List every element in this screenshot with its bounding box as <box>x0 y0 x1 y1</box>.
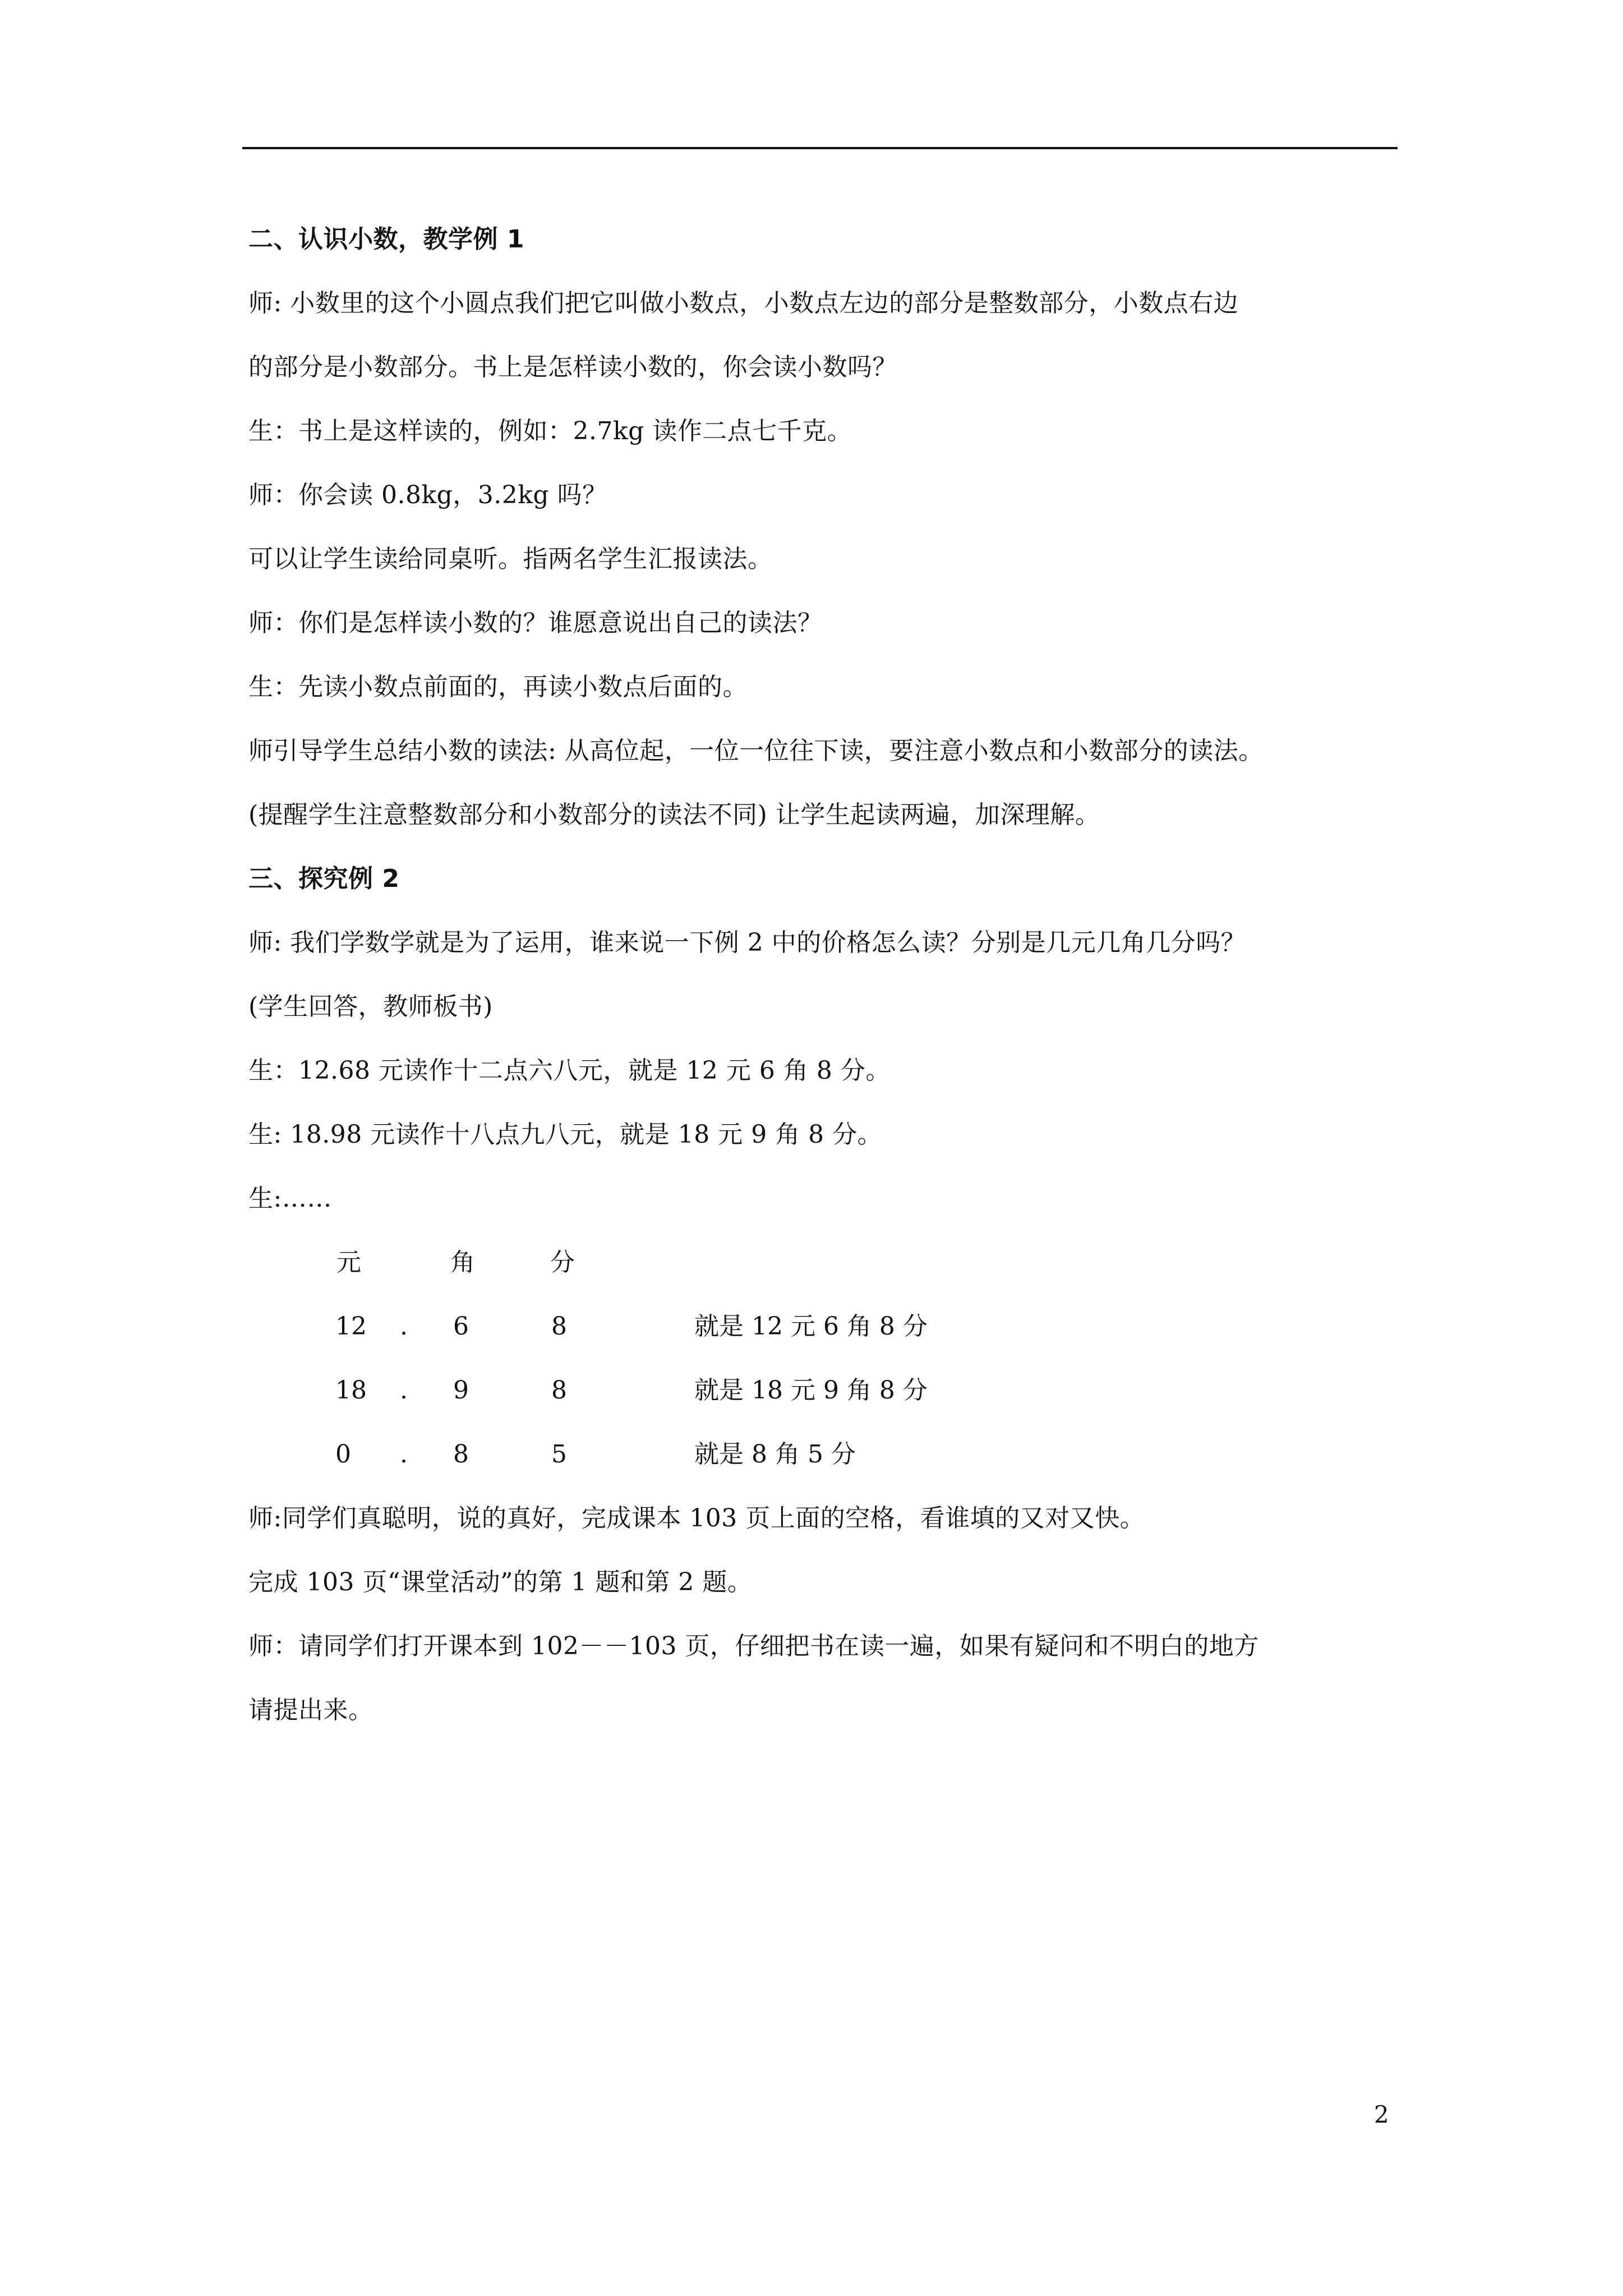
header-rule <box>242 147 1398 149</box>
cell-fen: 5 <box>551 1440 567 1469</box>
cell-yuan: 18 <box>335 1376 367 1405</box>
cell-jiao: 9 <box>453 1376 469 1405</box>
paragraph-line: 完成 103 页“课堂活动”的第 1 题和第 2 题。 <box>248 1568 753 1596</box>
paragraph-line: 可以让学生读给同桌听。指两名学生汇报读法。 <box>248 545 773 573</box>
cell-description: 就是 12 元 6 角 8 分 <box>694 1312 928 1341</box>
cell-fen: 8 <box>551 1312 567 1341</box>
section-heading-recognize-decimals: 二、认识小数，教学例 1 <box>248 225 524 254</box>
page-number: 2 <box>1374 2101 1389 2128</box>
money-table-row <box>248 1295 1404 1359</box>
paragraph-line: 请提出来。 <box>248 1696 374 1724</box>
paragraph-line: 的部分是小数部分。书上是怎样读小数的，你会读小数吗？ <box>248 353 897 381</box>
paragraph-line: 师：你们是怎样读小数的？谁愿意说出自己的读法？ <box>248 609 823 637</box>
section-heading-explore-example-2: 三、探究例 2 <box>248 864 400 893</box>
money-table-row <box>248 1423 1404 1487</box>
paragraph-line: 生：先读小数点前面的，再读小数点后面的。 <box>248 673 748 701</box>
paragraph-line: (学生回答，教师板书) <box>248 992 493 1021</box>
paragraph-line: 师：请同学们打开课本到 102－－103 页，仔细把书在读一遍，如果有疑问和不明白的地方 <box>248 1632 1259 1660</box>
document-body <box>248 208 1404 1742</box>
header-fen: 分 <box>550 1248 575 1277</box>
paragraph-line: 师: 我们学数学就是为了运用，谁来说一下例 2 中的价格怎么读？分别是几元几角几分吗？ <box>248 928 1246 957</box>
paragraph-line: 师:同学们真聪明，说的真好，完成课本 103 页上面的空格，看谁填的又对又快。 <box>248 1504 1145 1533</box>
money-table-row <box>248 1359 1404 1423</box>
cell-description: 就是 8 角 5 分 <box>694 1440 856 1469</box>
cell-description: 就是 18 元 9 角 8 分 <box>694 1376 928 1405</box>
cell-yuan: 0 <box>335 1440 351 1469</box>
money-table <box>248 1231 1404 1487</box>
cell-yuan: 12 <box>335 1312 367 1341</box>
paragraph-line: 师：你会读 0.8kg，3.2kg 吗？ <box>248 481 607 509</box>
cell-jiao: 6 <box>453 1312 469 1341</box>
money-table-header <box>248 1231 1404 1295</box>
paragraph-line: 生: 18.98 元读作十八点九八元，就是 18 元 9 角 8 分。 <box>248 1120 883 1149</box>
paragraph-line: 师: 小数里的这个小圆点我们把它叫做小数点，小数点左边的部分是整数部分，小数点右边 <box>248 289 1239 318</box>
paragraph-line: 生:…… <box>248 1184 332 1213</box>
cell-decimal-point: . <box>400 1440 408 1469</box>
header-jiao: 角 <box>450 1248 475 1277</box>
header-yuan: 元 <box>336 1248 361 1277</box>
paragraph-line: 师引导学生总结小数的读法: 从高位起，一位一位往下读，要注意小数点和小数部分的读法。 <box>248 737 1264 765</box>
paragraph-line: 生：12.68 元读作十二点六八元，就是 12 元 6 角 8 分。 <box>248 1056 891 1085</box>
cell-jiao: 8 <box>453 1440 469 1469</box>
paragraph-line: (提醒学生注意整数部分和小数部分的读法不同) 让学生起读两遍，加深理解。 <box>248 800 1100 829</box>
cell-decimal-point: . <box>400 1376 408 1405</box>
cell-fen: 8 <box>551 1376 567 1405</box>
cell-decimal-point: . <box>400 1312 408 1341</box>
paragraph-line: 生：书上是这样读的，例如：2.7kg 读作二点七千克。 <box>248 417 852 445</box>
